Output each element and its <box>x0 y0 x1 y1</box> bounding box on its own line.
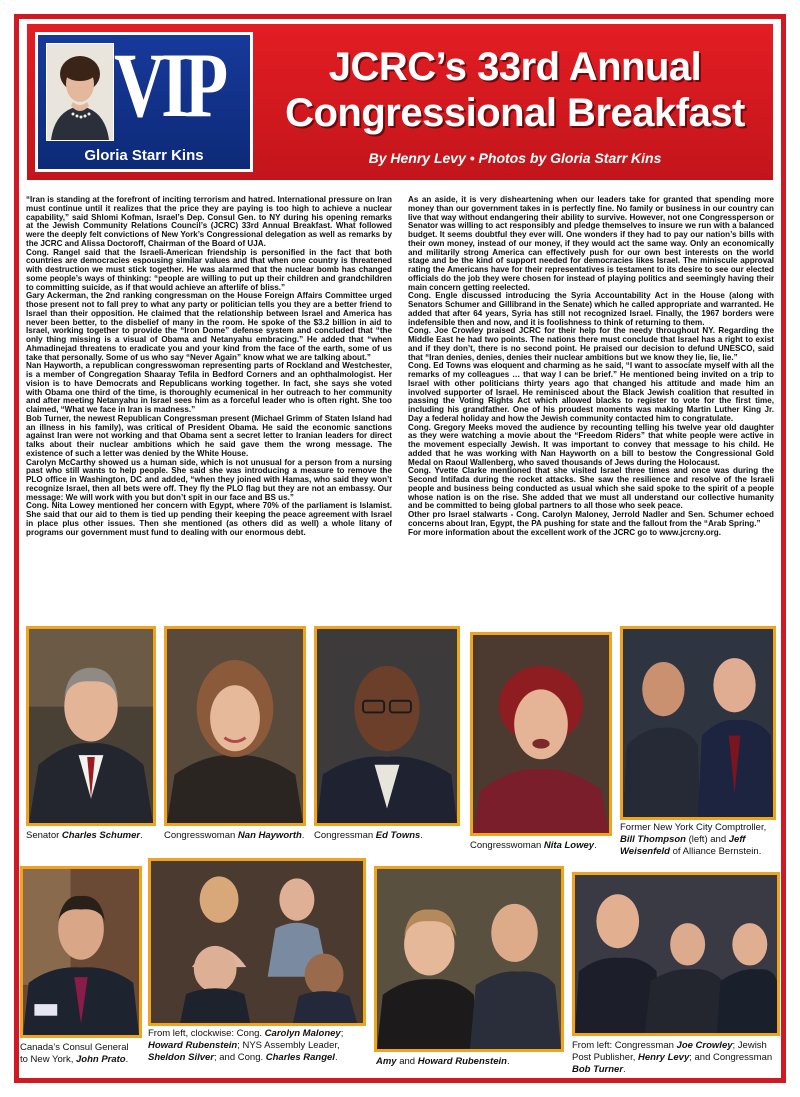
header-banner <box>27 24 773 180</box>
caption-text: and <box>396 1056 418 1067</box>
caption-text: to New York, <box>20 1054 76 1065</box>
caption-crowley-levy-turner <box>572 1040 782 1076</box>
article-paragraph: Bob Turner, the newest Republican Congressman present (Michael Grimm of Staten Island had an illness in his family), was critical of President Obama. He said the economic sanctions against Iran were not working and that Obama sent a secret letter to Iranian leaders for direct talks about their nuclear ambitions which he said gave them the wrong message. The existence of such a letter was denied by the White House. <box>26 413 392 458</box>
article-paragraph: Cong. Nita Lowey mentioned her concern with Egypt, where 70% of the parliament is Islamist. She said that our aid to them is tied up pending their keeping the peace agreement with Israel in place plus other issues. Then she mentioned (as others did as well) a whole litany of programs our government must fund to dealing with our enormous debt. <box>26 501 392 537</box>
caption-person-name: Sheldon Silver <box>148 1052 214 1063</box>
caption-text: Canada’s Consul General <box>20 1042 129 1053</box>
article-paragraph: Gary Ackerman, the 2nd ranking congressman on the House Foreign Affairs Committee urged those present not to fall prey to what any party or politician tells you they are a better friend to Israel than their opposition. He claimed that the relationship between Israel and America has never been better, to the disbelief of many in the room. He spoke of the $3.2 billion in aid to Israel, working together to provide the “Iron Dome” defense system and concluded that “the only thing missing is a visual of Obama and Netanyahu embracing.” He added that “when Ahmadinejad threatens to eradicate you and your kind from the face of the earth, some of us take that personally. Some of us who say “Never Again” know what we are talking about.” <box>26 291 392 362</box>
caption-person-name: Jeff <box>728 834 746 845</box>
headline-line-1: JCRC’s 33rd Annual <box>328 45 702 89</box>
photo-thompson-weisenfeld <box>620 626 776 820</box>
caption-person-name: Carolyn Maloney <box>264 1028 341 1039</box>
caption-text: . <box>420 830 423 841</box>
caption-person-name: Charles Schumer <box>61 830 141 841</box>
caption-text: . <box>301 830 305 841</box>
caption-text: . <box>506 1056 510 1067</box>
photo-schumer <box>26 626 156 826</box>
article-paragraph: Other pro Israel stalwarts - Cong. Carolyn Maloney, Jerrold Nadler and Sen. Schumer echoed concerns about Iran, Egypt, the PA pushing for state and the fallout from the “Arab Spring.” <box>408 510 774 528</box>
article-paragraph: As an aside, it is very disheartening when our leaders take for granted that spending more money than our government takes in is perfectly fine. No family or business in our country can live that way without endangering their ability to survive. However, not one Congressperson or Senator was willing to act responsibly and pledge themselves to insure we run with a balanced budget. It seems doubtful they ever will. One wonders if they had to pay our nation’s bills with their own money, instead of our money, if they would act the same way. Only an economically and militarily strong America can effectively push for our own best interests on the world stage and be the kind of support needed for democracies likes Israel. The miniscule approval rating the Americans have for their representatives is testament to its desire to see our elected officials do the job they were chosen for instead of playing politics and seemingly having their main concern getting reelected. <box>408 195 774 292</box>
article-paragraph: For more information about the excellent work of the JCRC go to www.jcrcny.org. <box>408 527 721 537</box>
caption-person-name: Nan Hayworth <box>237 830 302 841</box>
caption-text: Congresswoman <box>470 840 544 851</box>
byline: By Henry Levy • Photos by Gloria Starr Kins <box>368 150 662 166</box>
caption-text: Senator <box>26 830 62 841</box>
article-paragraph: Cong. Yvette Clarke mentioned that she visited Israel three times and once was during the Second Intifada during the rocket attacks. She saw the resilience and resolve of the Israeli people and business being conducted as usual which she said spoke to the spirit of a people whose nation is on the rise. She added that we must all understand our collective humanity and be committed to being global partners to all those who seek peace. <box>408 466 774 511</box>
caption-person-name: Charles Rangel <box>265 1052 335 1063</box>
caption-text: ; and Congressman <box>689 1052 773 1063</box>
caption-person-name: Weisenfeld <box>620 846 670 857</box>
article-paragraph: Nan Hayworth, a republican congresswoman representing parts of Rockland and Westchester, is a member of Congregation Shaaray Tefila in Bedford Corners and an ophthalmologist. Her vision is to have Democrats and Republicans working together. In fact, she says she voted with Obama one third of the time, is thoroughly ecumenical in her outreach to her community and after meeting Netanyahu in Israel sees him as a forceful leader who is often right. She too claimed, “What we face in Iran is madness.” <box>26 361 392 414</box>
caption-text: From left, clockwise: Cong. <box>148 1028 265 1039</box>
columnist-portrait <box>46 43 114 141</box>
caption-thompson-weisenfeld <box>620 822 780 858</box>
vip-word: VIP <box>114 34 224 136</box>
caption-rubenstein <box>376 1056 566 1068</box>
caption-person-name: Henry Levy <box>638 1052 690 1063</box>
caption-text: (left) and <box>685 834 729 845</box>
caption-text: . <box>140 830 143 841</box>
caption-maloney-group <box>148 1028 368 1064</box>
photo-lowey <box>470 632 612 836</box>
caption-schumer <box>26 830 176 842</box>
caption-text: Congresswoman <box>164 830 238 841</box>
caption-text: ; Jewish <box>732 1040 767 1051</box>
photo-rubenstein <box>374 866 564 1052</box>
photo-hayworth <box>164 626 306 826</box>
article-column-right <box>408 196 774 537</box>
article-paragraph: Cong. Ed Towns was eloquent and charming as he said, “I want to associate myself with all the remarks of my colleagues … that way I can be brief.” He mentioned being invited on a trip to Israel with other politicians thirty years ago that changed his attitude and made him an involved supporter of Israel. He reminisced about the Black Jewish coalition that resulted in passing the Voting Rights Act which allowed blacks to register to vote for the first time, including his grandfather. One of his proudest moments was making Martin Luther King Jr. Day a federal holiday and how the Jewish community contacted him to congratulate. <box>408 361 774 423</box>
photo-towns <box>314 626 460 826</box>
caption-person-name: Joe Crowley <box>676 1040 733 1051</box>
caption-text: Former New York City Comptroller, <box>620 822 767 833</box>
caption-text: ; and Cong. <box>214 1052 266 1063</box>
article-paragraph: Carolyn McCarthy showed us a human side, which is not unusual for a person from a nursing past who still wants to help people. She said she was introducing a measure to remove the PLO office in Washington, DC and added, “when they joined with Hamas, who said they won’t recognize Israel, then all bets were off. They fly the PLO flag but they are not an embassy. Our message: We will work with you but don’t spit in our face and BS us.” <box>26 457 392 502</box>
caption-text: ; <box>340 1028 344 1039</box>
caption-text: From left: Congressman <box>572 1040 677 1051</box>
caption-person-name: Bill Thompson <box>620 834 686 845</box>
article-paragraph: “Iran is standing at the forefront of inciting terrorism and hatred. International pressure on Iran must continue until it realizes that the price they are paying is too high to achieve a nuclear capability,” said Shlomi Kofman, Israel’s Dep. Consul Gen. to NY during his opening remarks at the Jewish Community Relations Council’s (JCRC) 33rd Annual Breakfast. What followed were the deeply felt convictions of New York’s Congressional delegation as well as remarks by the JCRC and Alissa Doctoroff, Chairman of the Board of UJA. <box>26 195 392 248</box>
caption-prato <box>20 1042 150 1066</box>
photo-maloney-group <box>148 858 366 1026</box>
caption-person-name: Howard Rubenstein <box>417 1056 507 1067</box>
headline-line-2: Congressional Breakfast <box>285 91 745 135</box>
columnist-name: Gloria Starr Kins <box>84 147 204 164</box>
photo-prato <box>20 866 142 1038</box>
caption-text: . <box>334 1052 338 1063</box>
caption-text: . <box>125 1054 129 1065</box>
caption-text: Post Publisher, <box>572 1052 639 1063</box>
caption-person-name: Nita Lowey <box>543 840 595 851</box>
caption-text: of Alliance Bernstein. <box>669 846 762 857</box>
caption-hayworth <box>164 830 334 842</box>
caption-person-name: Bob Turner <box>572 1064 624 1075</box>
article-paragraph: Cong. Joe Crowley praised JCRC for their help for the needy throughout NY. Regarding the Middle East he had two points. The nations there must conclude that Israel has a right to exist and if they don’t, there is no second point. He praised our decision to defund UNESCO, said that “Iran denies, denies, denies their nuclear ambitions but we know they lie, lie, lie.” <box>408 326 774 362</box>
caption-person-name: Amy <box>376 1056 397 1067</box>
article-paragraph: Cong. Engle discussed introducing the Syria Accountability Act in the House (along with Senators Schumer and Gillibrand in the Senate) which he called appropriate and warranted. He added that after 64 years, Syria has still not recognized Israel. Finally, the 1967 borders were indefensible then and now, and it is foolishness to think of returning to them. <box>408 291 774 327</box>
caption-text: . <box>623 1064 626 1075</box>
caption-text: . <box>594 840 597 851</box>
caption-text: ; NYS Assembly Leader, <box>237 1040 340 1051</box>
caption-person-name: John Prato <box>75 1054 126 1065</box>
vip-badge <box>35 32 253 172</box>
article-paragraph: Cong. Gregory Meeks moved the audience by recounting telling his twelve year old daughter as they were watching a movie about the “Freedom Riders” that white people were active in the movement especially Jewish. It was important to convey that message to his child. He added that he was working with Nan Hayworth on a bill to bestow the Congressional Gold Medal on Raoul Wallenberg, who saved thousands of Jews during the Holocaust. <box>408 422 774 467</box>
article-paragraph: Cong. Rangel said that the Israeli-American friendship is personified in the fact that both countries are democracies espousing similar values and that when one country is threatened with destruction we must stick together. He was alarmed that the nuclear bomb has changed some people’s ways of thinking: “people are willing to put up their children and grandchildren to committing suicide, as if that would achieve an afterlife of bliss.” <box>26 247 392 292</box>
caption-towns <box>314 830 460 842</box>
caption-person-name: Howard Rubenstein <box>148 1040 238 1051</box>
photo-crowley-levy-turner <box>572 872 780 1036</box>
caption-person-name: Ed Towns <box>375 830 421 841</box>
article-column-left <box>26 196 392 537</box>
caption-text: Congressman <box>314 830 376 841</box>
caption-lowey <box>470 840 620 852</box>
